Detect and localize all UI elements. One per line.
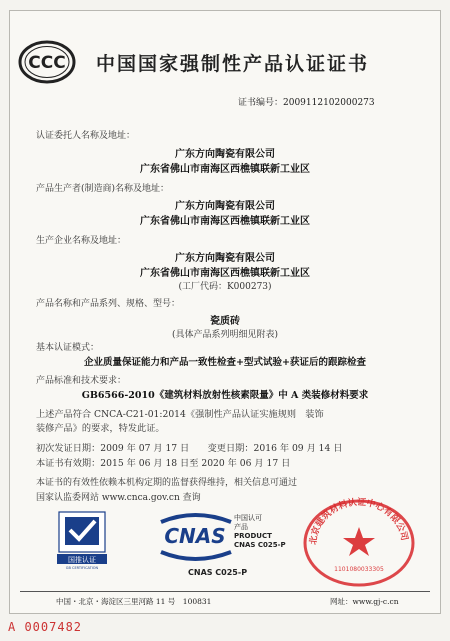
issue-dates: 初次发证日期：2009 年 07 月 17 日 变更日期：2016 年 09 月 14 日 xyxy=(36,443,343,454)
mode-label: 基本认证模式： xyxy=(36,343,100,353)
factory-label: 生产企业名称及地址： xyxy=(36,236,127,246)
seal-number: 1101080033305 xyxy=(334,566,384,573)
gb-certification-mark xyxy=(55,510,109,570)
cnas-zh1: 中国认可 xyxy=(234,514,262,522)
gb-mark-caption: 国推认证 xyxy=(68,556,96,564)
serial-number: A 0007482 xyxy=(8,620,83,634)
mode-value: 企业质量保证能力和产品一致性检查+型式试验+获证后的跟踪检查 xyxy=(84,357,366,368)
factory-address: 广东省佛山市南海区西樵镇联新工业区 xyxy=(140,268,310,279)
validity-note-line2: 国家认监委网站 www.cnca.gov.cn 查询 xyxy=(36,493,201,503)
cnas-zh2: 产品 xyxy=(234,523,248,531)
validity-dates: 本证书有效期：2015 年 06 月 18 日至 2020 年 06 月 17 日 xyxy=(36,458,291,469)
statement-line2: 装修产品》的要求，特发此证。 xyxy=(36,423,165,434)
seal-ring-text: 北京建筑材料认证中心有限公司 xyxy=(308,497,409,546)
applicant-label: 认证委托人名称及地址： xyxy=(36,131,136,141)
cnas-en1: PRODUCT xyxy=(234,532,272,540)
red-official-seal xyxy=(300,495,418,587)
standard-label: 产品标准和技术要求： xyxy=(36,376,127,386)
footer-divider xyxy=(20,591,430,592)
certificate-number: 证书编号：2009112102000273 xyxy=(238,98,375,108)
ccc-logo xyxy=(18,40,76,84)
cnas-logo xyxy=(155,512,235,562)
factory-code: (工厂代码：K000273) xyxy=(178,282,272,292)
applicant-address: 广东省佛山市南海区西樵镇联新工业区 xyxy=(140,164,310,175)
product-name: 瓷质砖 xyxy=(210,316,240,327)
factory-name: 广东方向陶瓷有限公司 xyxy=(175,253,275,264)
footer-website: 网址：www.gj-c.cn xyxy=(330,597,399,606)
cnas-caption xyxy=(234,514,286,550)
footer-address: 中国・北京・海淀区三里河路 11 号 100831 xyxy=(56,597,212,606)
certificate-title: 中国国家强制性产品认证证书 xyxy=(96,53,370,75)
cnas-en2: CNAS C025-P xyxy=(234,541,286,549)
manufacturer-name: 广东方向陶瓷有限公司 xyxy=(175,201,275,212)
cnas-under: CNAS C025-P xyxy=(188,568,248,577)
gb-mark-sub: GB CERTIFICATION xyxy=(65,566,99,570)
manufacturer-address: 广东省佛山市南海区西樵镇联新工业区 xyxy=(140,216,310,227)
manufacturer-label: 产品生产者(制造商)名称及地址： xyxy=(36,184,170,194)
product-note: (具体产品系列明细见附表) xyxy=(171,330,279,340)
standard-value: GB6566-2010《建筑材料放射性核素限量》中 A 类装修材料要求 xyxy=(81,390,369,401)
ccc-logo-text: CCC xyxy=(28,53,66,73)
validity-note-line1: 本证书的有效性依赖本机构定期的监督获得维持，相关信息可通过 xyxy=(36,478,298,488)
applicant-name: 广东方向陶瓷有限公司 xyxy=(175,149,275,160)
cnas-logo-text: CNAS xyxy=(164,524,226,548)
statement-line1: 上述产品符合 CNCA-C21-01:2014《强制性产品认证实施规则 装饰 xyxy=(36,409,324,420)
product-label: 产品名称和产品系列、规格、型号： xyxy=(36,299,181,309)
